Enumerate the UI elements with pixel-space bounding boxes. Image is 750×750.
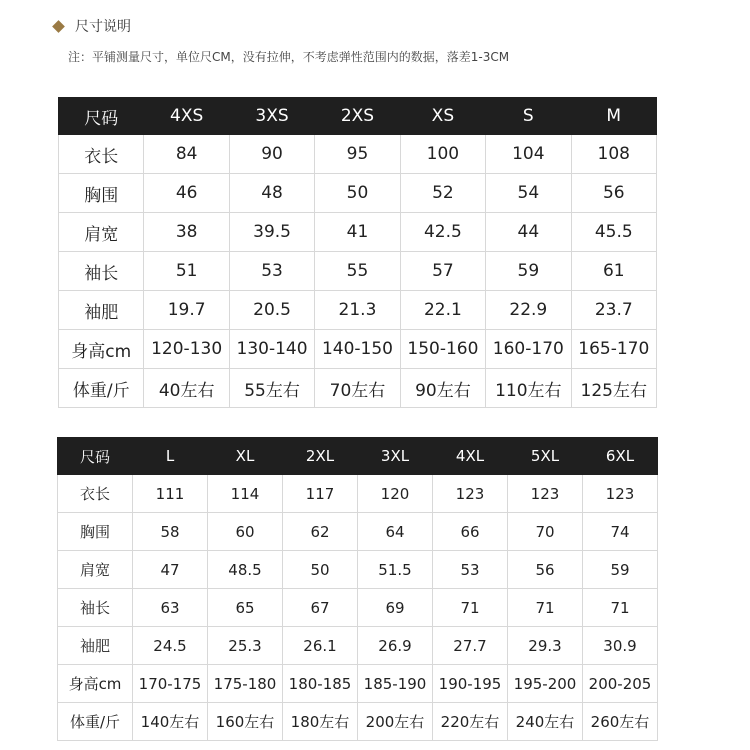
size-label-header: 尺码 [58, 438, 133, 475]
table-cell: 170-175 [133, 665, 208, 703]
table-cell: 23.7 [571, 291, 656, 330]
table-cell: 27.7 [433, 627, 508, 665]
table-row [59, 369, 657, 408]
table-cell: 185-190 [358, 665, 433, 703]
table-cell: 53 [433, 551, 508, 589]
table-cell: 26.9 [358, 627, 433, 665]
table-row [59, 330, 657, 369]
measurement-label: 衣长 [58, 475, 133, 513]
table-cell: 70左右 [315, 369, 400, 408]
table-cell: 56 [571, 174, 656, 213]
table-cell: 26.1 [283, 627, 358, 665]
measurement-label: 袖肥 [58, 627, 133, 665]
section-title: 尺寸说明 [75, 19, 131, 35]
measurement-note: 注：平铺测量尺寸，单位尺CM，没有拉伸，不考虑弹性范围内的数据，落差1-3CM [68, 50, 510, 64]
measurement-label: 身高cm [58, 665, 133, 703]
table-cell: 59 [486, 252, 571, 291]
table-cell: 50 [283, 551, 358, 589]
table-cell: 160-170 [486, 330, 571, 369]
table-cell: 240左右 [508, 703, 583, 741]
table-cell: 90左右 [400, 369, 485, 408]
table-cell: 74 [583, 513, 658, 551]
table-cell: 110左右 [486, 369, 571, 408]
table-cell: 57 [400, 252, 485, 291]
table-row [59, 174, 657, 213]
measurement-label: 体重/斤 [58, 703, 133, 741]
table-cell: 48 [229, 174, 314, 213]
measurement-label: 肩宽 [59, 213, 144, 252]
size-table-large [57, 437, 658, 741]
table-cell: 195-200 [508, 665, 583, 703]
table-cell: 46 [144, 174, 229, 213]
table-row [59, 291, 657, 330]
table-row [58, 475, 658, 513]
table-header-row [59, 98, 657, 135]
table-cell: 123 [583, 475, 658, 513]
table-cell: 45.5 [571, 213, 656, 252]
table-cell: 22.1 [400, 291, 485, 330]
table-row [58, 589, 658, 627]
size-column-header: 6XL [583, 438, 658, 475]
table-header-row [58, 438, 658, 475]
table-cell: 58 [133, 513, 208, 551]
size-column-header: S [486, 98, 571, 135]
table-cell: 120-130 [144, 330, 229, 369]
table-row [58, 513, 658, 551]
table-row [59, 135, 657, 174]
table-cell: 140-150 [315, 330, 400, 369]
table-cell: 41 [315, 213, 400, 252]
table-cell: 55左右 [229, 369, 314, 408]
measurement-label: 袖长 [58, 589, 133, 627]
table-cell: 64 [358, 513, 433, 551]
table-cell: 100 [400, 135, 485, 174]
table-cell: 50 [315, 174, 400, 213]
table-cell: 51 [144, 252, 229, 291]
table-cell: 130-140 [229, 330, 314, 369]
table-cell: 61 [571, 252, 656, 291]
table-cell: 180左右 [283, 703, 358, 741]
table-cell: 175-180 [208, 665, 283, 703]
table-cell: 71 [508, 589, 583, 627]
table-cell: 140左右 [133, 703, 208, 741]
table-cell: 48.5 [208, 551, 283, 589]
table-cell: 29.3 [508, 627, 583, 665]
measurement-label: 身高cm [59, 330, 144, 369]
table-cell: 165-170 [571, 330, 656, 369]
table-row [58, 551, 658, 589]
table-cell: 62 [283, 513, 358, 551]
table-cell: 52 [400, 174, 485, 213]
table-cell: 200左右 [358, 703, 433, 741]
size-table-small [58, 97, 657, 408]
table-cell: 111 [133, 475, 208, 513]
table-cell: 65 [208, 589, 283, 627]
table-cell: 59 [583, 551, 658, 589]
table-row [59, 213, 657, 252]
measurement-label: 胸围 [59, 174, 144, 213]
table-cell: 54 [486, 174, 571, 213]
table-cell: 180-185 [283, 665, 358, 703]
table-cell: 20.5 [229, 291, 314, 330]
table-cell: 40左右 [144, 369, 229, 408]
table-cell: 123 [508, 475, 583, 513]
measurement-label: 衣长 [59, 135, 144, 174]
table-cell: 44 [486, 213, 571, 252]
measurement-label: 袖肥 [59, 291, 144, 330]
table-cell: 67 [283, 589, 358, 627]
table-cell: 51.5 [358, 551, 433, 589]
table-row [58, 703, 658, 741]
measurement-label: 体重/斤 [59, 369, 144, 408]
size-label-header: 尺码 [59, 98, 144, 135]
table-cell: 84 [144, 135, 229, 174]
size-column-header: 2XL [283, 438, 358, 475]
size-column-header: 3XL [358, 438, 433, 475]
table-cell: 150-160 [400, 330, 485, 369]
table-cell: 120 [358, 475, 433, 513]
table-cell: 42.5 [400, 213, 485, 252]
measurement-label: 肩宽 [58, 551, 133, 589]
table-cell: 71 [433, 589, 508, 627]
table-cell: 39.5 [229, 213, 314, 252]
table-cell: 160左右 [208, 703, 283, 741]
table-cell: 114 [208, 475, 283, 513]
table-cell: 70 [508, 513, 583, 551]
table-cell: 125左右 [571, 369, 656, 408]
table-cell: 55 [315, 252, 400, 291]
table-cell: 123 [433, 475, 508, 513]
table-cell: 220左右 [433, 703, 508, 741]
size-column-header: XS [400, 98, 485, 135]
table-row [58, 627, 658, 665]
table-cell: 53 [229, 252, 314, 291]
size-column-header: L [133, 438, 208, 475]
table-cell: 200-205 [583, 665, 658, 703]
table-cell: 22.9 [486, 291, 571, 330]
diamond-bullet-icon [52, 20, 65, 33]
table-cell: 30.9 [583, 627, 658, 665]
table-cell: 108 [571, 135, 656, 174]
table-row [59, 252, 657, 291]
table-cell: 104 [486, 135, 571, 174]
table-cell: 63 [133, 589, 208, 627]
size-column-header: 4XL [433, 438, 508, 475]
table-cell: 47 [133, 551, 208, 589]
size-column-header: 2XS [315, 98, 400, 135]
table-cell: 90 [229, 135, 314, 174]
table-cell: 25.3 [208, 627, 283, 665]
size-column-header: 3XS [229, 98, 314, 135]
table-cell: 24.5 [133, 627, 208, 665]
measurement-label: 袖长 [59, 252, 144, 291]
table-cell: 56 [508, 551, 583, 589]
table-cell: 190-195 [433, 665, 508, 703]
table-cell: 21.3 [315, 291, 400, 330]
section-header [54, 16, 131, 36]
size-column-header: 4XS [144, 98, 229, 135]
table-cell: 60 [208, 513, 283, 551]
table-cell: 38 [144, 213, 229, 252]
table-cell: 66 [433, 513, 508, 551]
table-cell: 71 [583, 589, 658, 627]
table-cell: 95 [315, 135, 400, 174]
size-column-header: 5XL [508, 438, 583, 475]
measurement-label: 胸围 [58, 513, 133, 551]
table-row [58, 665, 658, 703]
table-cell: 117 [283, 475, 358, 513]
table-cell: 260左右 [583, 703, 658, 741]
size-column-header: XL [208, 438, 283, 475]
table-cell: 69 [358, 589, 433, 627]
size-column-header: M [571, 98, 656, 135]
table-cell: 19.7 [144, 291, 229, 330]
